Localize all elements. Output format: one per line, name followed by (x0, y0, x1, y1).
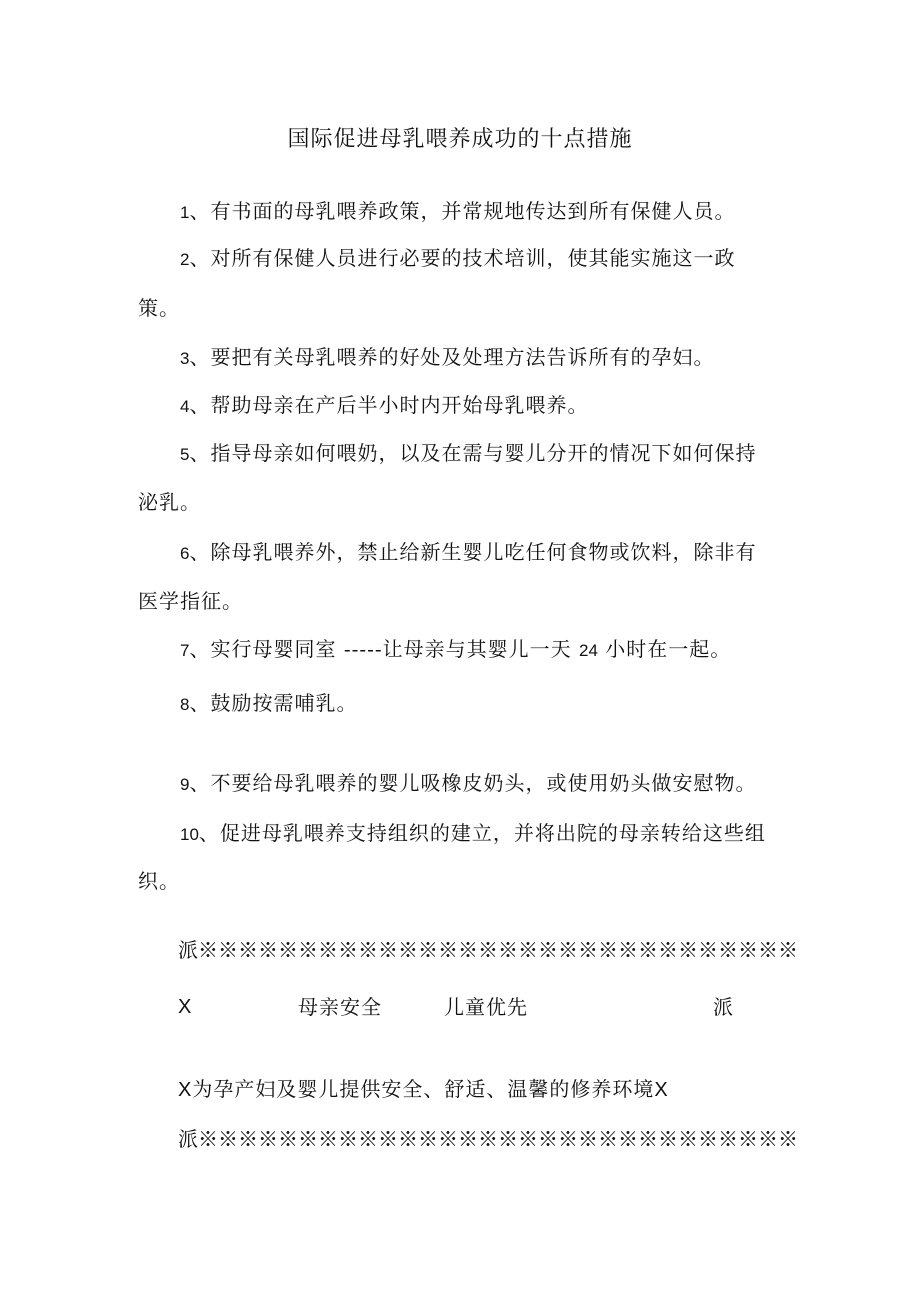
hours-number: 24 (578, 641, 598, 660)
item-number: 1 (180, 203, 190, 222)
item-number: 9 (180, 775, 190, 794)
page-title: 国际促进母乳喂养成功的十点措施 (287, 127, 633, 152)
item-separator: 、 (189, 393, 211, 417)
item-number: 2 (180, 250, 190, 269)
item-continuation: 泌乳。 (138, 490, 201, 514)
list-item (180, 342, 714, 374)
item-text: 实行母婴同室 -----让母亲与其婴儿一天 (210, 637, 579, 661)
item-text: 指导母亲如何喂奶，以及在需与婴儿分开的情况下如何保持 (210, 441, 757, 465)
list-item (180, 537, 756, 569)
item-separator: 、 (189, 345, 211, 369)
list-item (180, 688, 357, 720)
item-separator: 、 (189, 637, 211, 661)
item-text: 小时在一起。 (597, 637, 732, 661)
banner-row2-left: X (178, 1079, 193, 1101)
item-text: 对所有保健人员进行必要的技术培训，使其能实施这一政 (210, 246, 736, 270)
item-separator: 、 (189, 441, 211, 465)
banner-border-top: 派※※※※※※※※※※※※※※※※※※※※※※※※※※※※※※ (178, 938, 798, 962)
item-number: 7 (180, 641, 190, 660)
list-item (180, 196, 735, 228)
item-number: 6 (180, 544, 190, 563)
item-number: 4 (180, 397, 190, 416)
banner-motto-line (178, 1074, 669, 1105)
item-text: 有书面的母乳喂养政策，并常规地传达到所有保健人员。 (210, 199, 736, 223)
item-separator: 、 (189, 540, 211, 564)
item-separator: 、 (189, 691, 211, 715)
item-number: 10 (180, 825, 199, 844)
item-text: 鼓励按需哺乳。 (210, 691, 358, 715)
slogan-mother-safety: 母亲安全 (298, 995, 382, 1019)
list-item (180, 438, 756, 470)
item-text: 要把有关母乳喂养的好处及处理方法告诉所有的孕妇。 (210, 345, 715, 369)
item-continuation: 医学指征。 (138, 589, 243, 613)
item-separator: 、 (189, 199, 211, 223)
item-text: 不要给母乳喂养的婴儿吸橡皮奶头，或使用奶头做安慰物。 (210, 771, 757, 795)
item-continuation: 策。 (138, 296, 180, 320)
item-separator: 、 (189, 246, 211, 270)
item-separator: 、 (198, 821, 220, 845)
banner-row1-right: 派 (713, 995, 734, 1019)
item-number: 8 (180, 695, 190, 714)
item-text: 促进母乳喂养支持组织的建立，并将出院的母亲转给这些组 (219, 821, 766, 845)
list-item (180, 390, 588, 422)
item-text: 除母乳喂养外，禁止给新生婴儿吃任何食物或饮料，除非有 (210, 540, 757, 564)
list-item (180, 243, 735, 275)
item-number: 5 (180, 445, 190, 464)
item-number: 3 (180, 349, 190, 368)
item-text: 帮助母亲在产后半小时内开始母乳喂养。 (210, 393, 589, 417)
banner-motto: 为孕产妇及婴儿提供安全、舒适、温馨的修养环境 (192, 1077, 655, 1101)
item-continuation: 织。 (138, 869, 180, 893)
banner-row2-right: X (654, 1079, 669, 1101)
list-item (180, 818, 766, 850)
item-separator: 、 (189, 771, 211, 795)
list-item (180, 768, 756, 800)
slogan-child-priority: 儿童优先 (444, 995, 528, 1019)
banner-border-bottom: 派※※※※※※※※※※※※※※※※※※※※※※※※※※※※※※ (178, 1127, 798, 1151)
banner-row1-left: X (178, 996, 193, 1018)
list-item (180, 634, 731, 666)
